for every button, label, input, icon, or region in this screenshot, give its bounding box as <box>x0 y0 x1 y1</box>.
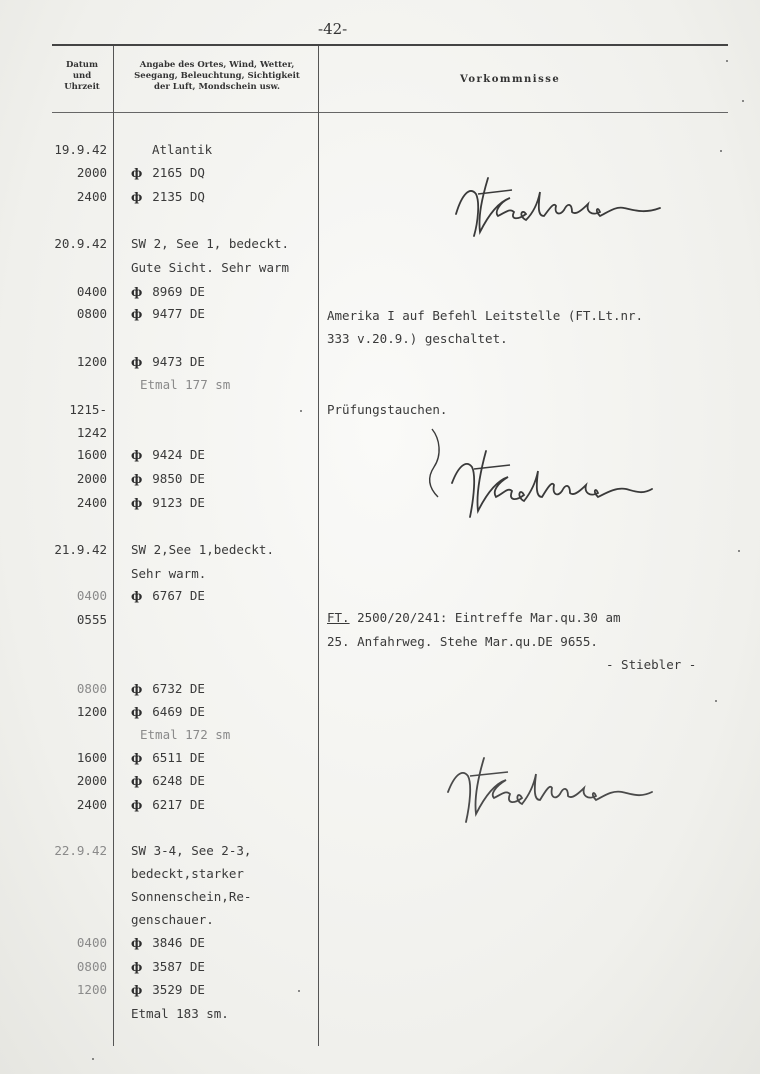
grid-square: 6248 DE <box>152 773 205 788</box>
position-symbol-icon: ф <box>131 797 143 812</box>
header-date-line: Datum <box>66 60 98 70</box>
entry-date: 19.9.42 <box>54 142 107 157</box>
column-divider-date <box>113 46 114 1046</box>
entry-weather: Gute Sicht. Sehr warm <box>131 260 290 275</box>
grid-square: 6469 DE <box>152 704 205 719</box>
entry-weather: bedeckt,starker <box>131 866 244 881</box>
header-place-line: Seegang, Beleuchtung, Sichtigkeit <box>134 71 300 81</box>
scan-speck <box>92 1058 94 1060</box>
header-place-column <box>118 60 316 93</box>
grid-square: 8969 DE <box>152 284 205 299</box>
entry-position <box>131 959 205 975</box>
entry-time: 2000 <box>76 165 107 180</box>
entry-time: 0400 <box>76 588 107 603</box>
scan-speck <box>720 150 722 152</box>
entry-position <box>131 189 205 205</box>
scan-speck <box>726 60 728 62</box>
entry-date: 21.9.42 <box>54 542 107 557</box>
entry-time: 2400 <box>76 189 107 204</box>
commander-signature <box>440 752 660 832</box>
grid-square: 3846 DE <box>152 935 205 950</box>
commander-signature <box>420 425 660 535</box>
entry-weather: Sonnenschein,Re- <box>131 889 252 904</box>
grid-square: 9424 DE <box>152 447 205 462</box>
entry-position <box>131 681 205 697</box>
entry-date: 20.9.42 <box>54 236 107 251</box>
grid-square: 2135 DQ <box>152 189 205 204</box>
daily-run: Etmal 183 sm. <box>131 1006 229 1021</box>
entry-position <box>131 354 205 370</box>
entry-position <box>131 982 205 998</box>
entry-position <box>131 471 205 487</box>
entry-position <box>131 588 205 604</box>
scan-speck <box>300 410 302 412</box>
position-symbol-icon: ф <box>131 354 143 369</box>
entry-date: 22.9.42 <box>54 843 107 858</box>
grid-square: 6511 DE <box>152 750 205 765</box>
entry-position <box>131 704 205 720</box>
entry-weather: SW 3-4, See 2-3, <box>131 843 252 858</box>
event-text-part: 2500/20/241: Eintreffe Mar.qu.30 am <box>349 610 621 625</box>
event-text: 25. Anfahrweg. Stehe Mar.qu.DE 9655. <box>327 634 598 649</box>
entry-time: 1600 <box>76 750 107 765</box>
header-place-line: der Luft, Mondschein usw. <box>154 82 280 92</box>
entry-time: 1200 <box>76 982 107 997</box>
position-symbol-icon: ф <box>131 471 143 486</box>
entry-position <box>131 165 205 181</box>
position-symbol-icon: ф <box>131 750 143 765</box>
entry-position <box>131 495 205 511</box>
header-date-line: und <box>72 71 92 81</box>
grid-square: 9850 DE <box>152 471 205 486</box>
scan-speck <box>742 100 744 102</box>
entry-time: 0800 <box>76 959 107 974</box>
entry-time: 1200 <box>76 354 107 369</box>
grid-square: 6767 DE <box>152 588 205 603</box>
grid-square: 6217 DE <box>152 797 205 812</box>
entry-weather: SW 2,See 1,bedeckt. <box>131 542 274 557</box>
event-text: Amerika I auf Befehl Leitstelle (FT.Lt.nr. <box>327 308 644 323</box>
header-date-line: Uhrzeit <box>64 82 100 92</box>
position-symbol-icon: ф <box>131 588 143 603</box>
entry-time: 1600 <box>76 447 107 462</box>
grid-square: 2165 DQ <box>152 165 205 180</box>
entry-time: 1200 <box>76 704 107 719</box>
entry-weather: genschauer. <box>131 912 214 927</box>
entry-position <box>131 306 205 322</box>
scan-speck <box>738 550 740 552</box>
entry-time: 2000 <box>76 471 107 486</box>
scan-speck <box>298 990 300 992</box>
position-symbol-icon: ф <box>131 165 143 180</box>
event-text: Prüfungstauchen. <box>327 402 448 417</box>
entry-time: 0400 <box>76 284 107 299</box>
entry-time: 0400 <box>76 935 107 950</box>
position-symbol-icon: ф <box>131 704 143 719</box>
event-signoff: - Stiebler - <box>606 657 697 672</box>
grid-square: 9477 DE <box>152 306 205 321</box>
entry-position <box>131 797 205 813</box>
position-symbol-icon: ф <box>131 681 143 696</box>
grid-square: 3529 DE <box>152 982 205 997</box>
entry-location: Atlantik <box>152 142 213 157</box>
grid-square: 9123 DE <box>152 495 205 510</box>
entry-position <box>131 447 205 463</box>
entry-position <box>131 935 205 951</box>
commander-signature <box>448 172 668 242</box>
event-text <box>327 610 621 626</box>
entry-time: 2400 <box>76 797 107 812</box>
position-symbol-icon: ф <box>131 306 143 321</box>
position-symbol-icon: ф <box>131 495 143 510</box>
entry-time: 0555 <box>76 612 107 627</box>
entry-time: 0800 <box>76 306 107 321</box>
entry-weather: SW 2, See 1, bedeckt. <box>131 236 290 251</box>
position-symbol-icon: ф <box>131 935 143 950</box>
entry-time: 1242 <box>76 425 107 440</box>
column-divider-place <box>318 46 319 1046</box>
position-symbol-icon: ф <box>131 447 143 462</box>
header-rule <box>52 112 728 113</box>
header-events-column: Vorkommnisse <box>460 74 561 85</box>
entry-position <box>131 773 205 789</box>
scan-speck <box>715 700 717 702</box>
page-number: -42- <box>318 20 348 38</box>
event-text: 333 v.20.9.) geschaltet. <box>327 331 508 346</box>
grid-square: 3587 DE <box>152 959 205 974</box>
entry-time: 2400 <box>76 495 107 510</box>
header-place-line: Angabe des Ortes, Wind, Wetter, <box>139 60 295 70</box>
position-symbol-icon: ф <box>131 982 143 997</box>
entry-weather: Sehr warm. <box>131 566 207 581</box>
top-rule <box>52 44 728 46</box>
position-symbol-icon: ф <box>131 284 143 299</box>
position-symbol-icon: ф <box>131 189 143 204</box>
position-symbol-icon: ф <box>131 773 143 788</box>
entry-position <box>131 284 205 300</box>
grid-square: 6732 DE <box>152 681 205 696</box>
daily-run: Etmal 172 sm <box>140 727 231 742</box>
entry-position <box>131 750 205 766</box>
daily-run: Etmal 177 sm <box>140 377 231 392</box>
grid-square: 9473 DE <box>152 354 205 369</box>
entry-time: 0800 <box>76 681 107 696</box>
header-date-column <box>56 60 108 93</box>
entry-time: 1215- <box>69 402 107 417</box>
entry-time: 2000 <box>76 773 107 788</box>
ft-label: FT. <box>327 610 350 625</box>
position-symbol-icon: ф <box>131 959 143 974</box>
